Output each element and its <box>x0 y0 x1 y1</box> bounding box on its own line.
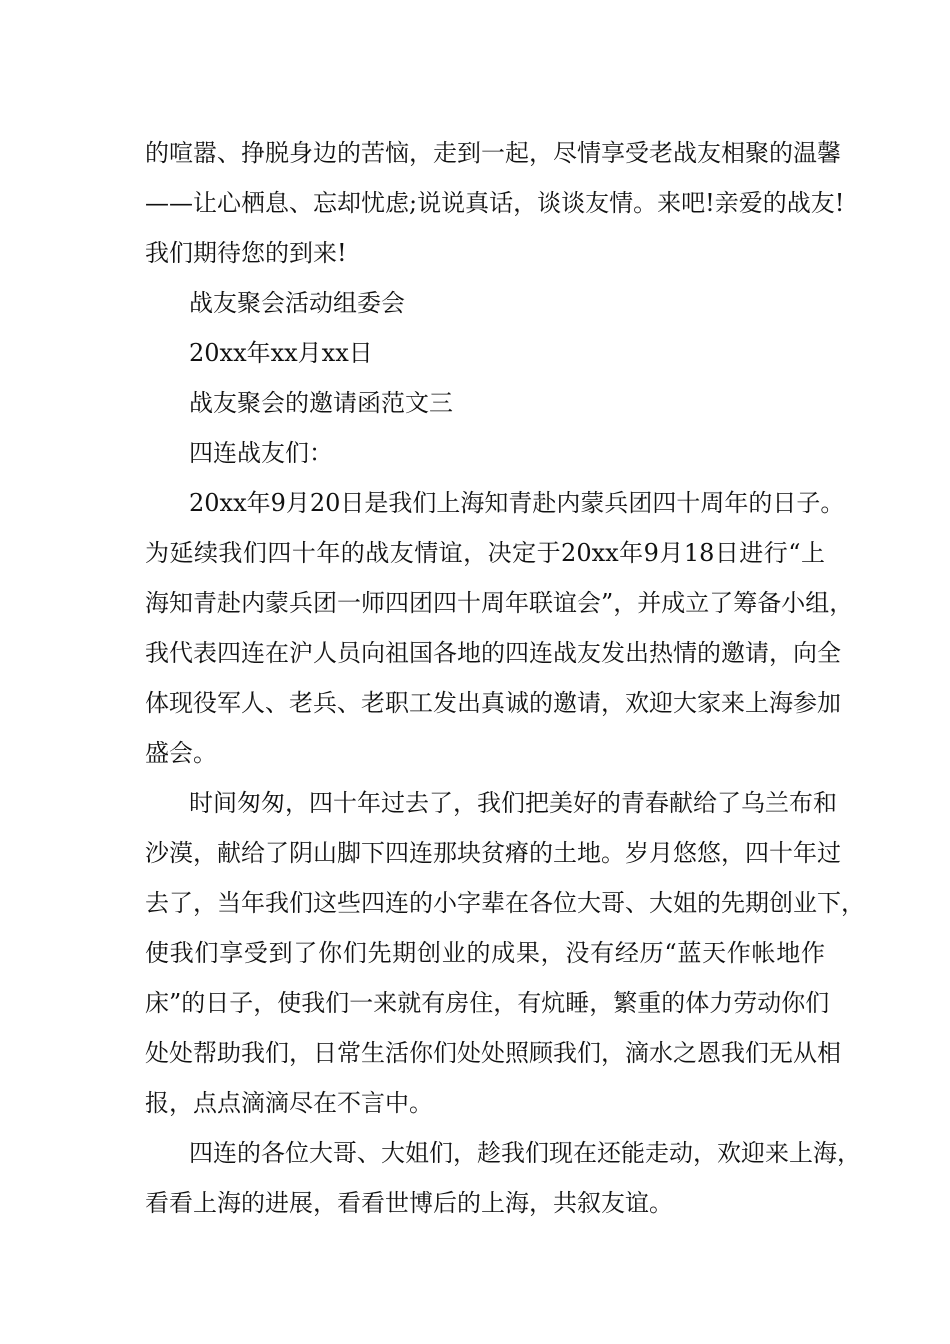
section-title: 战友聚会的邀请函范文三 <box>189 389 453 417</box>
paragraph-2 <box>145 778 865 1128</box>
text-line: 报，点点滴滴尽在不言中。 <box>145 1089 433 1117</box>
text-line: 为延续我们四十年的战友情谊，决定于20xx年9月18日进行“上 <box>145 539 825 567</box>
text-line: 20xx年9月20日是我们上海知青赴内蒙兵团四十周年的日子。 <box>189 489 845 517</box>
signature: 战友聚会活动组委会 <box>189 289 405 317</box>
text-line: 的喧嚣、挣脱身边的苦恼，走到一起，尽情享受老战友相聚的温馨 <box>145 139 841 167</box>
text-line: 看看上海的进展，看看世博后的上海，共叙友谊。 <box>145 1189 673 1217</box>
paragraph-3 <box>145 1128 861 1228</box>
text-line: 使我们享受到了你们先期创业的成果，没有经历“蓝天作帐地作 <box>145 939 825 967</box>
text-line: 海知青赴内蒙兵团一师四团四十周年联谊会”，并成立了筹备小组， <box>145 589 854 617</box>
text-line: 四连的各位大哥、大姐们，趁我们现在还能走动，欢迎来上海， <box>189 1139 861 1167</box>
paragraph-1 <box>145 478 854 778</box>
salutation: 四连战友们： <box>189 439 333 467</box>
text-line: 我们期待您的到来! <box>145 239 347 267</box>
text-line: ——让心栖息、忘却忧虑;说说真话，谈谈友情。来吧!亲爱的战友! <box>145 189 845 217</box>
paragraph-intro <box>145 128 845 278</box>
text-line: 处处帮助我们，日常生活你们处处照顾我们，滴水之恩我们无从相 <box>145 1039 841 1067</box>
text-line: 床”的日子，使我们一来就有房住，有炕睡，繁重的体力劳动你们 <box>145 989 830 1017</box>
document-body <box>145 128 865 1228</box>
text-line: 时间匆匆，四十年过去了，我们把美好的青春献给了乌兰布和 <box>189 789 837 817</box>
text-line: 去了，当年我们这些四连的小字辈在各位大哥、大姐的先期创业下， <box>145 889 865 917</box>
date: 20xx年xx月xx日 <box>189 339 373 367</box>
text-line: 沙漠，献给了阴山脚下四连那块贫瘠的土地。岁月悠悠，四十年过 <box>145 839 841 867</box>
text-line: 我代表四连在沪人员向祖国各地的四连战友发出热情的邀请，向全 <box>145 639 841 667</box>
text-line: 盛会。 <box>145 739 217 767</box>
text-line: 体现役军人、老兵、老职工发出真诚的邀请，欢迎大家来上海参加 <box>145 689 841 717</box>
